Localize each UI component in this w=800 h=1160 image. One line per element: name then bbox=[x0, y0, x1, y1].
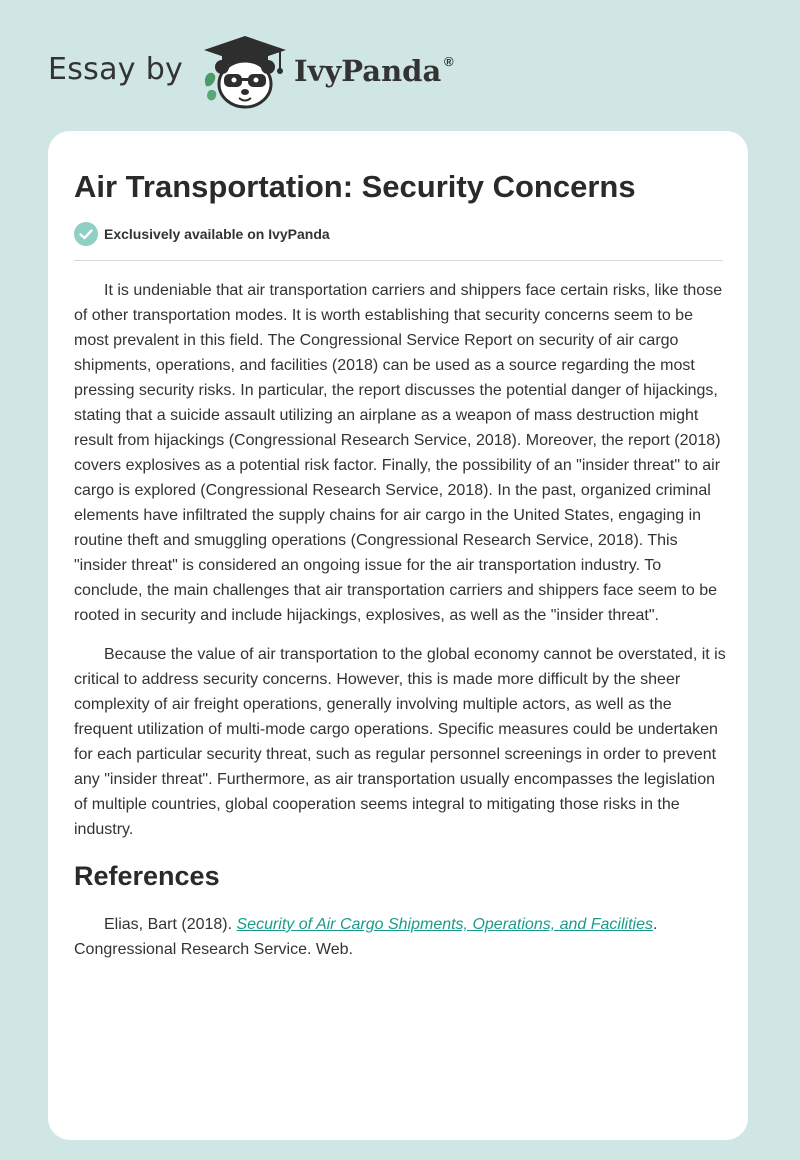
essay-card bbox=[48, 131, 748, 1140]
panda-logo-icon[interactable] bbox=[200, 34, 290, 110]
reference-author: Elias, Bart (2018). bbox=[104, 916, 237, 933]
brand-prefix: Essay by bbox=[48, 52, 184, 87]
reference-link[interactable]: Security of Air Cargo Shipments, Operations, and Facilities bbox=[236, 916, 653, 933]
page-title: Air Transportation: Security Concerns bbox=[74, 169, 636, 204]
reference-source: . Congressional Research Service. Web. bbox=[74, 916, 658, 958]
brand-name[interactable]: IvyPanda bbox=[294, 54, 442, 88]
badge-label: Exclusively available on IvyPanda bbox=[104, 226, 330, 242]
check-circle-icon bbox=[74, 222, 98, 246]
registered-mark: ® bbox=[444, 54, 454, 69]
site-header bbox=[0, 0, 800, 130]
references-heading: References bbox=[74, 861, 220, 891]
paragraph-2: Because the value of air transportation to the global economy cannot be overstated, it is critical to address security concerns. However, this is made more difficult by the sheer complexity of air freight operations, generally involving multiple actors, as well as the frequent utilization of multi-mode cargo operations. Specific measures could be undertaken for each particular security threat, such as regular personnel screenings in order to prevent any "insider threat". Furthermore, as air transportation usually encompasses the legislation of multiple countries, global cooperation seems integral to mitigating those risks in the industry. bbox=[74, 646, 726, 838]
essay-body bbox=[74, 278, 726, 962]
paragraph-1: It is undeniable that air transportation carriers and shippers face certain risks, like those of other transportation modes. It is worth establishing that security concerns seem to be most prevalent in this field. The Congressional Service Report on security of air cargo shipments, operations, and facilities (2018) can be used as a source regarding the most pressing security risks. In particular, the report discusses the potential danger of hijackings, stating that a suicide assault utilizing an airplane as a weapon of mass destruction might result from hijackings (Congressional Research Service, 2018). Moreover, the report (2018) covers explosives as a potential risk factor. Finally, the possibility of an "insider threat" to air cargo is explored (Congressional Research Service, 2018). In the past, organized criminal elements have infiltrated the supply chains for air cargo in the United States, engaging in routine theft and smuggling operations (Congressional Research Service, 2018). This "insider threat" is considered an ongoing issue for the air transportation industry. To conclude, the main challenges that air transportation carriers and shippers face seem to be rooted in security and include hijackings, explosives, as well as the "insider threat". bbox=[74, 282, 723, 624]
exclusive-badge bbox=[74, 221, 330, 247]
divider bbox=[74, 260, 723, 261]
reference-item bbox=[74, 912, 726, 962]
